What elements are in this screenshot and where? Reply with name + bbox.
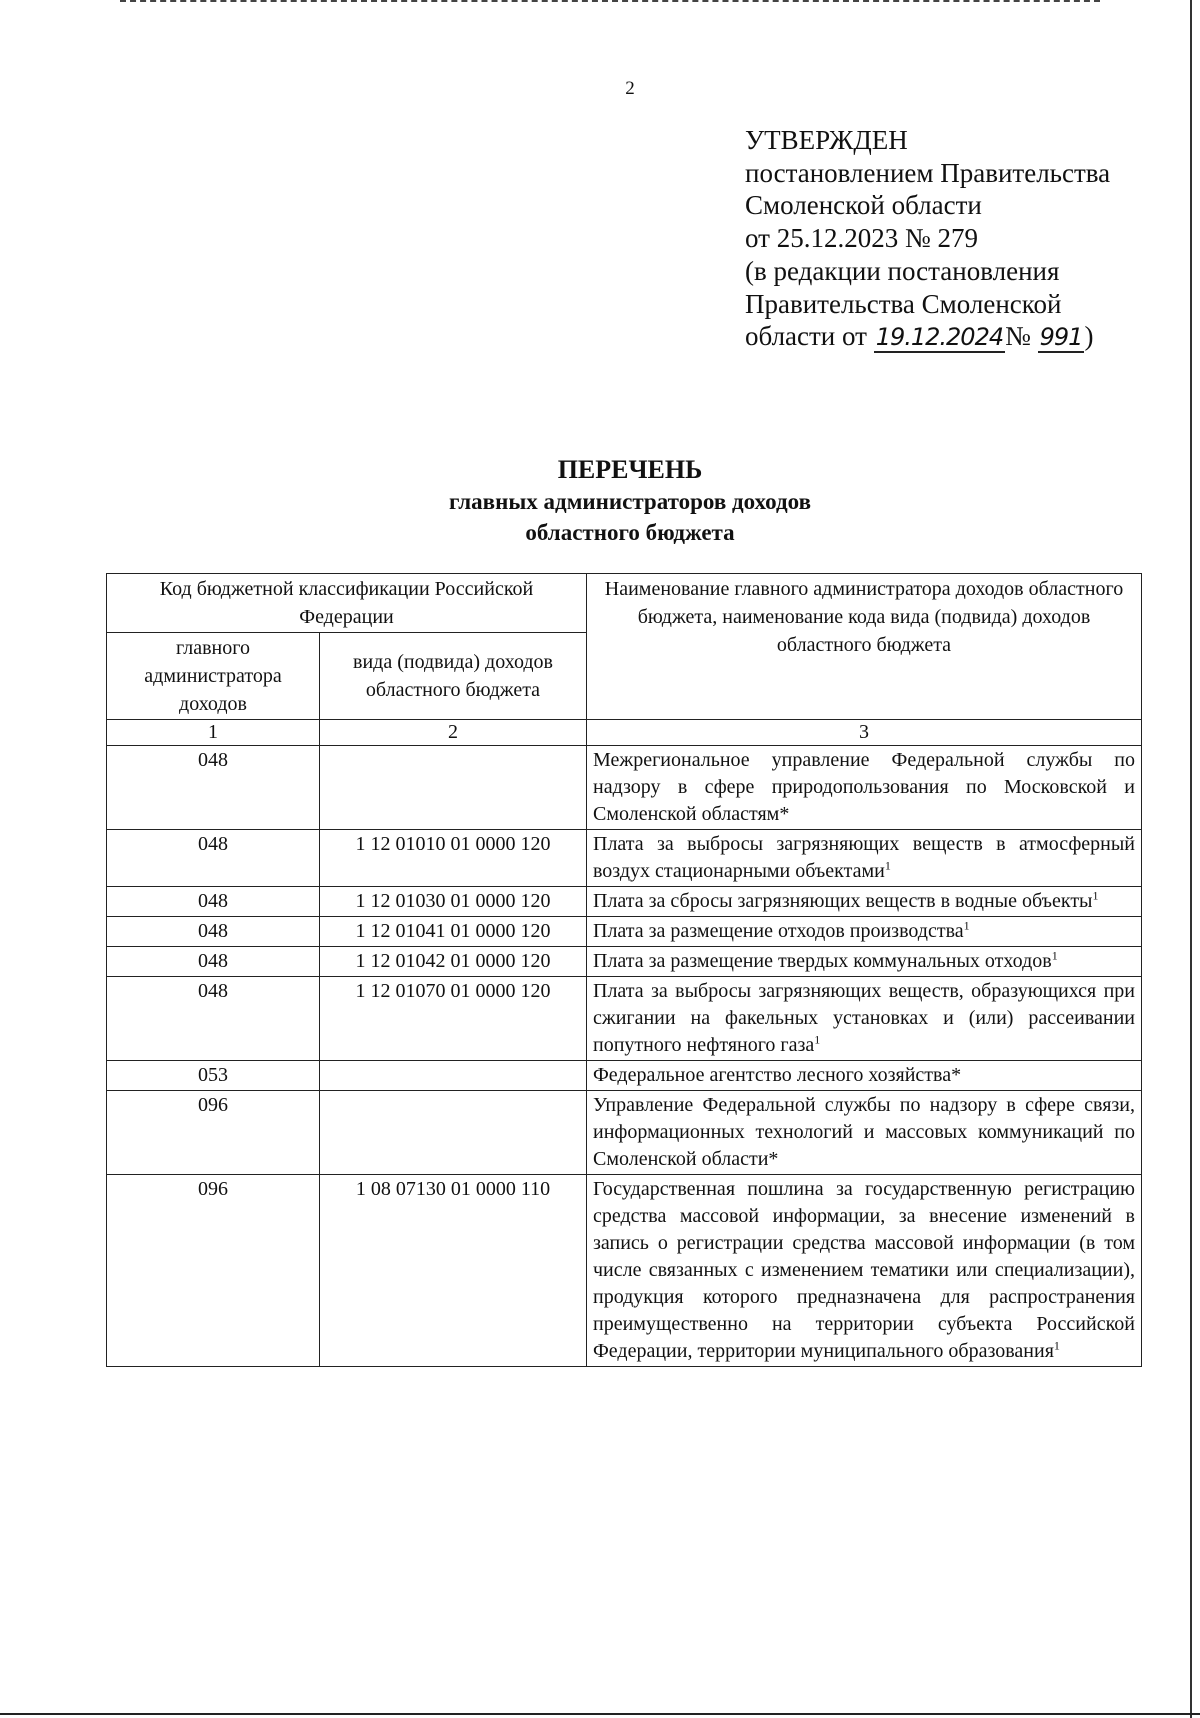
title-sub-2: областного бюджета (525, 520, 735, 545)
revenue-code-cell: 1 12 01070 01 0000 120 (320, 977, 587, 1061)
title-main: ПЕРЕЧЕНЬ (557, 455, 703, 484)
revenue-code-cell: 1 08 07130 01 0000 110 (320, 1175, 587, 1367)
approval-block (745, 124, 1165, 354)
table-row (107, 947, 1142, 977)
name-cell (587, 1061, 1142, 1091)
admin-code-cell: 096 (107, 1175, 320, 1367)
admin-code-cell: 048 (107, 977, 320, 1061)
header-col3: Наименование главного администратора доходов областного бюджета, наименование кода вида (подвида) доходов областного бюджета (587, 574, 1142, 720)
table-row (107, 1061, 1142, 1091)
name-text: Плата за выбросы загрязняющих веществ в атмосферный воздух стационарными объектами (593, 833, 1135, 882)
approval-line: постановлением Правительства (745, 157, 1111, 188)
column-number-2: 2 (320, 720, 587, 746)
header-col2: вида (подвида) доходов областного бюджета (320, 633, 587, 720)
name-cell (587, 830, 1142, 887)
revenue-code-cell: 1 12 01041 01 0000 120 (320, 917, 587, 947)
name-text: Федеральное агентство лесного хозяйства* (593, 1064, 962, 1086)
footnote-mark: 1 (1092, 888, 1099, 903)
name-text: Государственная пошлина за государственную регистрацию средства массовой информации, за внесение изменений в запись о регистрации средства массовой информации (в том числе связанных с изменением тематики или специализации), продукция которого предназначена для распространения преимущественно на территории субъекта Российской Федерации, территории муниципального образования (593, 1178, 1135, 1362)
table-row (107, 887, 1142, 917)
admin-code-cell: 053 (107, 1061, 320, 1091)
handwritten-number: 991 (1039, 323, 1083, 352)
table-row (107, 1175, 1142, 1367)
admin-code-cell: 096 (107, 1091, 320, 1175)
approval-line: Правительства Смоленской (745, 288, 1062, 319)
name-cell (587, 917, 1142, 947)
column-number-3: 3 (587, 720, 1142, 746)
scan-bottom-edge (0, 1713, 1200, 1715)
admin-code-cell: 048 (107, 887, 320, 917)
name-cell (587, 746, 1142, 830)
name-text: Плата за размещение отходов производства (593, 920, 964, 942)
footnote-mark: 1 (814, 1032, 821, 1047)
name-text: Межрегиональное управление Федеральной службы по надзору в сфере природопользования по Московской и Смоленской областям* (593, 749, 1135, 825)
name-cell (587, 1091, 1142, 1175)
document-title (100, 454, 1160, 548)
scan-right-edge (1190, 0, 1192, 1718)
handwritten-date: 19.12.2024 (875, 323, 1004, 352)
revenue-code-cell (320, 746, 587, 830)
column-numbers-row (107, 720, 1142, 746)
approval-line: (в редакции постановления (745, 255, 1060, 286)
page-number: 2 (625, 78, 635, 99)
header-group-cell: Код бюджетной классификации Российской Федерации (107, 574, 587, 633)
name-cell (587, 1175, 1142, 1367)
title-sub-1: главных администраторов доходов (449, 489, 811, 514)
scan-top-edge (120, 0, 1100, 6)
approval-line: Смоленской области (745, 190, 982, 221)
revenue-code-cell: 1 12 01030 01 0000 120 (320, 887, 587, 917)
table-row (107, 977, 1142, 1061)
revenue-code-cell (320, 1091, 587, 1175)
name-text: Плата за сбросы загрязняющих веществ в водные объекты (593, 890, 1093, 912)
footnote-mark: 1 (963, 918, 970, 933)
number-sign: № (1005, 321, 1031, 352)
revenue-code-cell: 1 12 01042 01 0000 120 (320, 947, 587, 977)
table-row (107, 830, 1142, 887)
admin-code-cell: 048 (107, 947, 320, 977)
admin-code-cell: 048 (107, 917, 320, 947)
footnote-mark: 1 (1053, 1338, 1060, 1353)
header-col1: главного администратора доходов (107, 633, 320, 720)
table-row (107, 917, 1142, 947)
name-text: Плата за размещение твердых коммунальных отходов (593, 950, 1052, 972)
name-cell (587, 947, 1142, 977)
admin-code-cell: 048 (107, 830, 320, 887)
table-row (107, 1091, 1142, 1175)
approval-last-line (745, 320, 1165, 354)
footnote-mark: 1 (884, 858, 891, 873)
footnote-mark: 1 (1051, 948, 1058, 963)
name-text: Управление Федеральной службы по надзору в сфере связи, информационных технологий и массовых коммуникаций по Смоленской области* (593, 1094, 1135, 1170)
approval-prefix: области от (745, 321, 867, 352)
revenue-code-cell (320, 1061, 587, 1091)
table-row (107, 746, 1142, 830)
name-cell (587, 887, 1142, 917)
name-cell (587, 977, 1142, 1061)
approval-line: от 25.12.2023 № 279 (745, 223, 978, 254)
header-row-1 (107, 574, 1142, 633)
revenue-code-cell: 1 12 01010 01 0000 120 (320, 830, 587, 887)
column-number-1: 1 (107, 720, 320, 746)
revenue-administrators-table (106, 573, 1142, 1367)
name-text: Плата за выбросы загрязняющих веществ, образующихся при сжигании на факельных установках и (или) рассеивании попутного нефтяного газа (593, 980, 1135, 1056)
closing-paren: ) (1084, 321, 1094, 352)
admin-code-cell: 048 (107, 746, 320, 830)
approval-line: УТВЕРЖДЕН (745, 125, 908, 155)
